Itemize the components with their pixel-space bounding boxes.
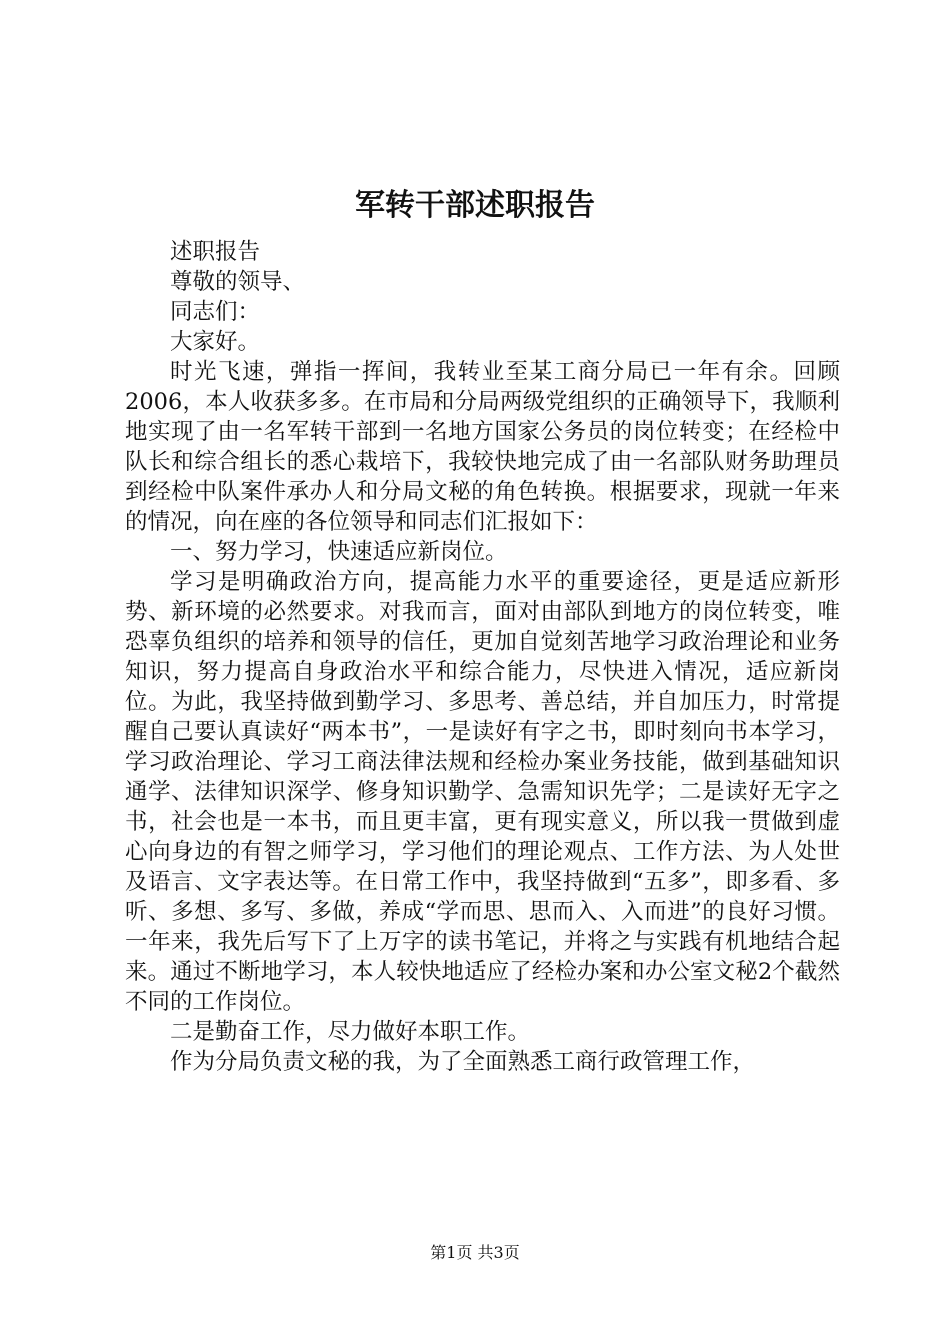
document-body bbox=[125, 237, 840, 1077]
paragraph: 述职报告 bbox=[170, 239, 261, 265]
page-footer: 第1页 共3页 bbox=[430, 1243, 520, 1262]
paragraph: 学习是明确政治方向，提高能力水平的重要途径，更是适应新形势、新环境的必然要求。对我而言，面对由部队到地方的岗位转变，唯恐辜负组织的培养和领导的信任，更加自觉刻苦地学习政治理论和业务知识，努力提高自身政治水平和综合能力，尽快进入情况，适应新岗位。为此，我坚持做到勤学习、多思考、善总结，并自加压力，时常提醒自己要认真读好“两本书”，一是读好有字之书，即时刻向书本学习，学习政治理论、学习工商法律法规和经检办案业务技能，做到基础知识通学、法律知识深学、修身知识勤学、急需知识先学；二是读好无字之书，社会也是一本书，而且更丰富，更有现实意义，所以我一贯做到虚心向身边的有智之师学习，学习他们的理论观点、工作方法、为人处世及语言、文字表达等。在日常工作中，我坚持做到“五多”，即多看、多听、多想、多写、多做，养成“学而思、思而入、入而进”的良好习惯。一年来，我先后写下了上万字的读书笔记，并将之与实践有机地结合起来。通过不断地学习，本人较快地适应了经检办案和办公室文秘2个截然不同的工作岗位。 bbox=[125, 569, 840, 1015]
paragraph: 作为分局负责文秘的我，为了全面熟悉工商行政管理工作， bbox=[170, 1049, 756, 1075]
section-heading: 二是勤奋工作，尽力做好本职工作。 bbox=[170, 1019, 531, 1045]
section-heading: 一、努力学习，快速适应新岗位。 bbox=[170, 539, 508, 565]
document-title: 军转干部述职报告 bbox=[355, 188, 595, 223]
paragraph: 尊敬的领导、 bbox=[170, 269, 306, 295]
paragraph: 时光飞速，弹指一挥间，我转业至某工商分局已一年有余。回顾2006，本人收获多多。在市局和分局两级党组织的正确领导下，我顺利地实现了由一名军转干部到一名地方国家公务员的岗位转变；在经检中队长和综合组长的悉心栽培下，我较快地完成了由一名部队财务助理员到经检中队案件承办人和分局文秘的角色转换。根据要求，现就一年来的情况，向在座的各位领导和同志们汇报如下： bbox=[125, 359, 840, 535]
paragraph: 大家好。 bbox=[170, 329, 261, 355]
paragraph: 同志们： bbox=[170, 299, 261, 325]
